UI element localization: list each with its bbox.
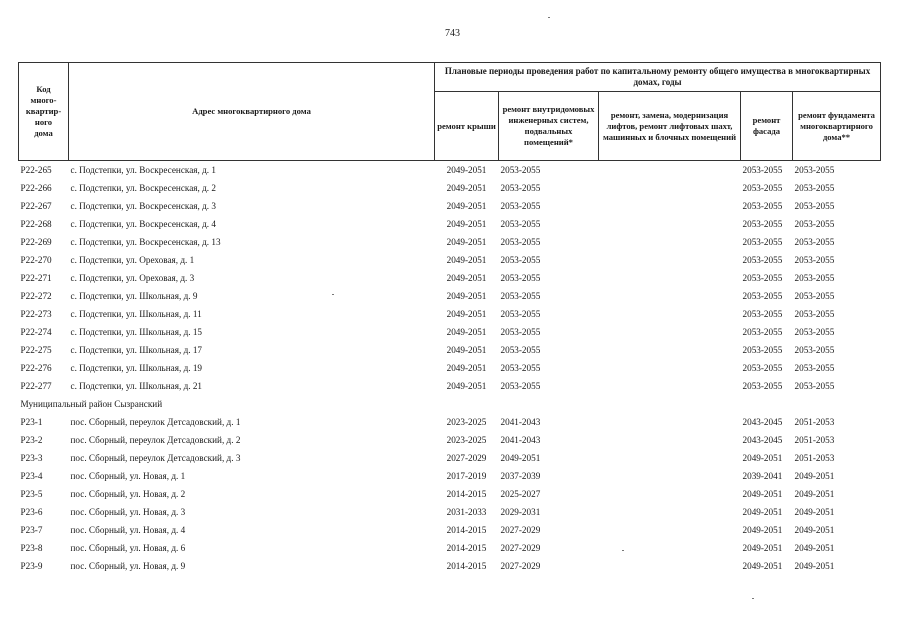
cell-code: Р23-7 — [20, 525, 43, 535]
cell-systems: 2053-2055 — [500, 363, 541, 373]
cell-foundation: 2053-2055 — [794, 201, 835, 211]
cell-code: Р22-275 — [20, 345, 52, 355]
cell-elevators — [599, 287, 741, 305]
cell-foundation: 2053-2055 — [794, 219, 835, 229]
cell-foundation: 2051-2053 — [794, 453, 835, 463]
cell-systems: 2053-2055 — [500, 345, 541, 355]
cell-address: с. Подстепки, ул. Воскресенская, д. 2 — [70, 183, 216, 193]
cell-systems: 2049-2051 — [500, 453, 541, 463]
cell-elevators — [599, 449, 741, 467]
cell-facade: 2039-2041 — [742, 471, 783, 481]
repair-schedule-table — [18, 62, 881, 575]
cell-facade: 2053-2055 — [742, 327, 783, 337]
table-row — [19, 287, 881, 305]
header-facade: ремонт фасада — [741, 92, 793, 161]
cell-roof: 2049-2051 — [446, 237, 487, 247]
cell-facade: 2053-2055 — [742, 255, 783, 265]
cell-code: Р23-9 — [20, 561, 43, 571]
cell-code: Р22-274 — [20, 327, 52, 337]
cell-foundation: 2053-2055 — [793, 161, 881, 180]
cell-address: с. Подстепки, ул. Школьная, д. 11 — [70, 309, 202, 319]
cell-roof: 2049-2051 — [446, 183, 487, 193]
cell-systems: 2053-2055 — [500, 291, 541, 301]
header-foundation: ремонт фундамента многоквартирного дома** — [793, 92, 881, 161]
cell-code: Р23-6 — [20, 507, 43, 517]
cell-roof: 2049-2051 — [435, 161, 499, 180]
cell-address: пос. Сборный, переулок Детсадовский, д. 2 — [70, 435, 241, 445]
cell-address: с. Подстепки, ул. Школьная, д. 19 — [70, 363, 203, 373]
cell-facade: 2049-2051 — [742, 507, 783, 517]
cell-systems: 2027-2029 — [500, 543, 541, 553]
header-periods: Плановые периоды проведения работ по капитальному ремонту общего имущества в многоквартирных домах, годы — [435, 63, 881, 92]
cell-roof: 2049-2051 — [446, 201, 487, 211]
cell-foundation: 2053-2055 — [794, 345, 835, 355]
cell-code: Р23-2 — [20, 435, 43, 445]
cell-elevators — [599, 431, 741, 449]
table-row — [19, 485, 881, 503]
cell-facade: 2053-2055 — [741, 161, 793, 180]
cell-facade: 2049-2051 — [742, 543, 783, 553]
cell-code: Р22-265 — [19, 161, 69, 180]
cell-foundation: 2053-2055 — [794, 183, 835, 193]
cell-facade: 2053-2055 — [742, 273, 783, 283]
cell-systems: 2053-2055 — [500, 255, 541, 265]
cell-address: с. Подстепки, ул. Воскресенская, д. 1 — [69, 161, 435, 180]
cell-systems: 2053-2055 — [500, 327, 541, 337]
table-row — [19, 215, 881, 233]
cell-systems: 2029-2031 — [500, 507, 541, 517]
cell-code: Р22-268 — [20, 219, 52, 229]
cell-address: с. Подстепки, ул. Школьная, д. 15 — [70, 327, 203, 337]
cell-code: Р22-273 — [20, 309, 52, 319]
cell-systems: 2053-2055 — [500, 183, 541, 193]
cell-code: Р22-267 — [20, 201, 52, 211]
scan-speck — [548, 17, 550, 18]
cell-elevators — [599, 233, 741, 251]
cell-elevators — [599, 467, 741, 485]
scan-speck — [752, 598, 754, 599]
cell-foundation: 2053-2055 — [794, 237, 835, 247]
cell-roof: 2049-2051 — [446, 345, 487, 355]
cell-elevators — [599, 521, 741, 539]
cell-address: пос. Сборный, ул. Новая, д. 2 — [70, 489, 186, 499]
cell-systems: 2053-2055 — [500, 381, 541, 391]
cell-roof: 2049-2051 — [446, 255, 487, 265]
cell-systems: 2053-2055 — [500, 273, 541, 283]
cell-elevators — [599, 305, 741, 323]
table-row — [19, 269, 881, 287]
cell-address: пос. Сборный, ул. Новая, д. 6 — [70, 543, 186, 553]
table-row — [19, 467, 881, 485]
cell-roof: 2014-2015 — [446, 543, 487, 553]
cell-foundation: 2053-2055 — [794, 381, 835, 391]
cell-elevators — [599, 503, 741, 521]
cell-elevators — [599, 413, 741, 431]
header-elevators: ремонт, замена, модернизация лифтов, ремонт лифтовых шахт, машинных и блочных помещений — [599, 92, 741, 161]
cell-roof: 2014-2015 — [446, 561, 487, 571]
cell-foundation: 2049-2051 — [794, 507, 835, 517]
cell-address: с. Подстепки, ул. Воскресенская, д. 3 — [70, 201, 216, 211]
table-row — [19, 431, 881, 449]
cell-elevators — [599, 269, 741, 287]
cell-elevators — [599, 197, 741, 215]
cell-systems: 2053-2055 — [500, 237, 541, 247]
cell-facade: 2053-2055 — [742, 381, 783, 391]
cell-address: с. Подстепки, ул. Школьная, д. 9 — [70, 291, 198, 301]
cell-systems: 2027-2029 — [500, 561, 541, 571]
cell-roof: 2023-2025 — [446, 417, 487, 427]
cell-roof: 2049-2051 — [446, 273, 487, 283]
cell-roof: 2049-2051 — [446, 219, 487, 229]
cell-facade: 2053-2055 — [742, 219, 783, 229]
cell-address: пос. Сборный, ул. Новая, д. 1 — [70, 471, 186, 481]
table-header — [19, 63, 881, 161]
cell-facade: 2053-2055 — [742, 345, 783, 355]
cell-facade: 2049-2051 — [742, 525, 783, 535]
table-row — [19, 539, 881, 557]
cell-code: Р22-277 — [20, 381, 52, 391]
cell-facade: 2049-2051 — [742, 561, 783, 571]
cell-elevators — [599, 251, 741, 269]
cell-foundation: 2049-2051 — [794, 489, 835, 499]
cell-foundation: 2049-2051 — [794, 525, 835, 535]
cell-foundation: 2049-2051 — [794, 543, 835, 553]
cell-facade: 2053-2055 — [742, 201, 783, 211]
cell-address: с. Подстепки, ул. Ореховая, д. 1 — [70, 255, 195, 265]
cell-code: Р23-4 — [20, 471, 43, 481]
cell-address: пос. Сборный, ул. Новая, д. 4 — [70, 525, 186, 535]
table-row — [19, 521, 881, 539]
table-row — [19, 233, 881, 251]
cell-address: пос. Сборный, переулок Детсадовский, д. 3 — [70, 453, 241, 463]
cell-elevators — [599, 161, 741, 180]
cell-code: Р22-271 — [20, 273, 52, 283]
cell-code: Р23-1 — [20, 417, 43, 427]
cell-foundation: 2053-2055 — [794, 363, 835, 373]
table-row — [19, 449, 881, 467]
cell-roof: 2049-2051 — [446, 291, 487, 301]
cell-roof: 2049-2051 — [446, 327, 487, 337]
cell-foundation: 2053-2055 — [794, 291, 835, 301]
cell-address: пос. Сборный, ул. Новая, д. 9 — [70, 561, 186, 571]
cell-code: Р22-276 — [20, 363, 52, 373]
cell-systems: 2041-2043 — [500, 417, 541, 427]
scan-speck — [332, 294, 334, 295]
table-row — [19, 413, 881, 431]
cell-elevators — [599, 215, 741, 233]
cell-facade: 2053-2055 — [742, 183, 783, 193]
cell-facade: 2053-2055 — [742, 363, 783, 373]
cell-elevators — [599, 179, 741, 197]
cell-address: с. Подстепки, ул. Школьная, д. 21 — [70, 381, 203, 391]
header-systems: ремонт внутридомовых инженерных систем, подвальных помещений* — [499, 92, 599, 161]
section-title: Муниципальный район Сызранский — [20, 399, 163, 409]
cell-elevators — [599, 539, 741, 557]
table-row — [19, 359, 881, 377]
cell-elevators — [599, 359, 741, 377]
cell-address: пос. Сборный, переулок Детсадовский, д. 1 — [70, 417, 241, 427]
cell-elevators — [599, 485, 741, 503]
cell-address: с. Подстепки, ул. Школьная, д. 17 — [70, 345, 203, 355]
table-row — [19, 251, 881, 269]
cell-foundation: 2053-2055 — [794, 309, 835, 319]
cell-code: Р23-5 — [20, 489, 43, 499]
cell-facade: 2043-2045 — [742, 435, 783, 445]
cell-code: Р23-3 — [20, 453, 43, 463]
cell-roof: 2017-2019 — [446, 471, 487, 481]
table-row — [19, 377, 881, 395]
cell-code: Р23-8 — [20, 543, 43, 553]
cell-systems: 2025-2027 — [500, 489, 541, 499]
cell-code: Р22-272 — [20, 291, 52, 301]
cell-foundation: 2051-2053 — [794, 435, 835, 445]
cell-systems: 2053-2055 — [500, 201, 541, 211]
cell-roof: 2023-2025 — [446, 435, 487, 445]
cell-systems: 2053-2055 — [499, 161, 599, 180]
cell-facade: 2043-2045 — [742, 417, 783, 427]
cell-roof: 2027-2029 — [446, 453, 487, 463]
page-number: 743 — [445, 28, 460, 39]
cell-roof: 2031-2033 — [446, 507, 487, 517]
section-row — [19, 395, 881, 413]
cell-systems: 2053-2055 — [500, 219, 541, 229]
cell-foundation: 2049-2051 — [794, 561, 835, 571]
cell-foundation: 2051-2053 — [794, 417, 835, 427]
cell-facade: 2053-2055 — [742, 309, 783, 319]
cell-systems: 2037-2039 — [500, 471, 541, 481]
cell-facade: 2049-2051 — [742, 489, 783, 499]
cell-foundation: 2053-2055 — [794, 255, 835, 265]
cell-elevators — [599, 377, 741, 395]
cell-facade: 2049-2051 — [742, 453, 783, 463]
cell-code: Р22-266 — [20, 183, 52, 193]
table-row — [19, 323, 881, 341]
table-row — [19, 557, 881, 575]
header-code: Код много- квартир- ного дома — [19, 63, 69, 161]
table-row — [19, 305, 881, 323]
cell-address: с. Подстепки, ул. Ореховая, д. 3 — [70, 273, 195, 283]
table-row — [19, 161, 881, 180]
cell-address: с. Подстепки, ул. Воскресенская, д. 4 — [70, 219, 216, 229]
table-body — [19, 161, 881, 576]
cell-foundation: 2053-2055 — [794, 273, 835, 283]
header-address: Адрес многоквартирного дома — [69, 63, 435, 161]
cell-roof: 2049-2051 — [446, 309, 487, 319]
table-row — [19, 197, 881, 215]
cell-systems: 2027-2029 — [500, 525, 541, 535]
cell-roof: 2014-2015 — [446, 525, 487, 535]
scan-speck — [622, 550, 624, 551]
cell-code: Р22-270 — [20, 255, 52, 265]
cell-elevators — [599, 323, 741, 341]
cell-roof: 2014-2015 — [446, 489, 487, 499]
cell-systems: 2041-2043 — [500, 435, 541, 445]
cell-elevators — [599, 557, 741, 575]
cell-code: Р22-269 — [20, 237, 52, 247]
cell-address: пос. Сборный, ул. Новая, д. 3 — [70, 507, 186, 517]
cell-facade: 2053-2055 — [742, 237, 783, 247]
cell-elevators — [599, 341, 741, 359]
header-roof: ремонт крыши — [435, 92, 499, 161]
cell-foundation: 2049-2051 — [794, 471, 835, 481]
cell-roof: 2049-2051 — [446, 363, 487, 373]
cell-roof: 2049-2051 — [446, 381, 487, 391]
table-row — [19, 503, 881, 521]
table-row — [19, 179, 881, 197]
cell-address: с. Подстепки, ул. Воскресенская, д. 13 — [70, 237, 221, 247]
cell-systems: 2053-2055 — [500, 309, 541, 319]
cell-facade: 2053-2055 — [742, 291, 783, 301]
cell-foundation: 2053-2055 — [794, 327, 835, 337]
table-row — [19, 341, 881, 359]
